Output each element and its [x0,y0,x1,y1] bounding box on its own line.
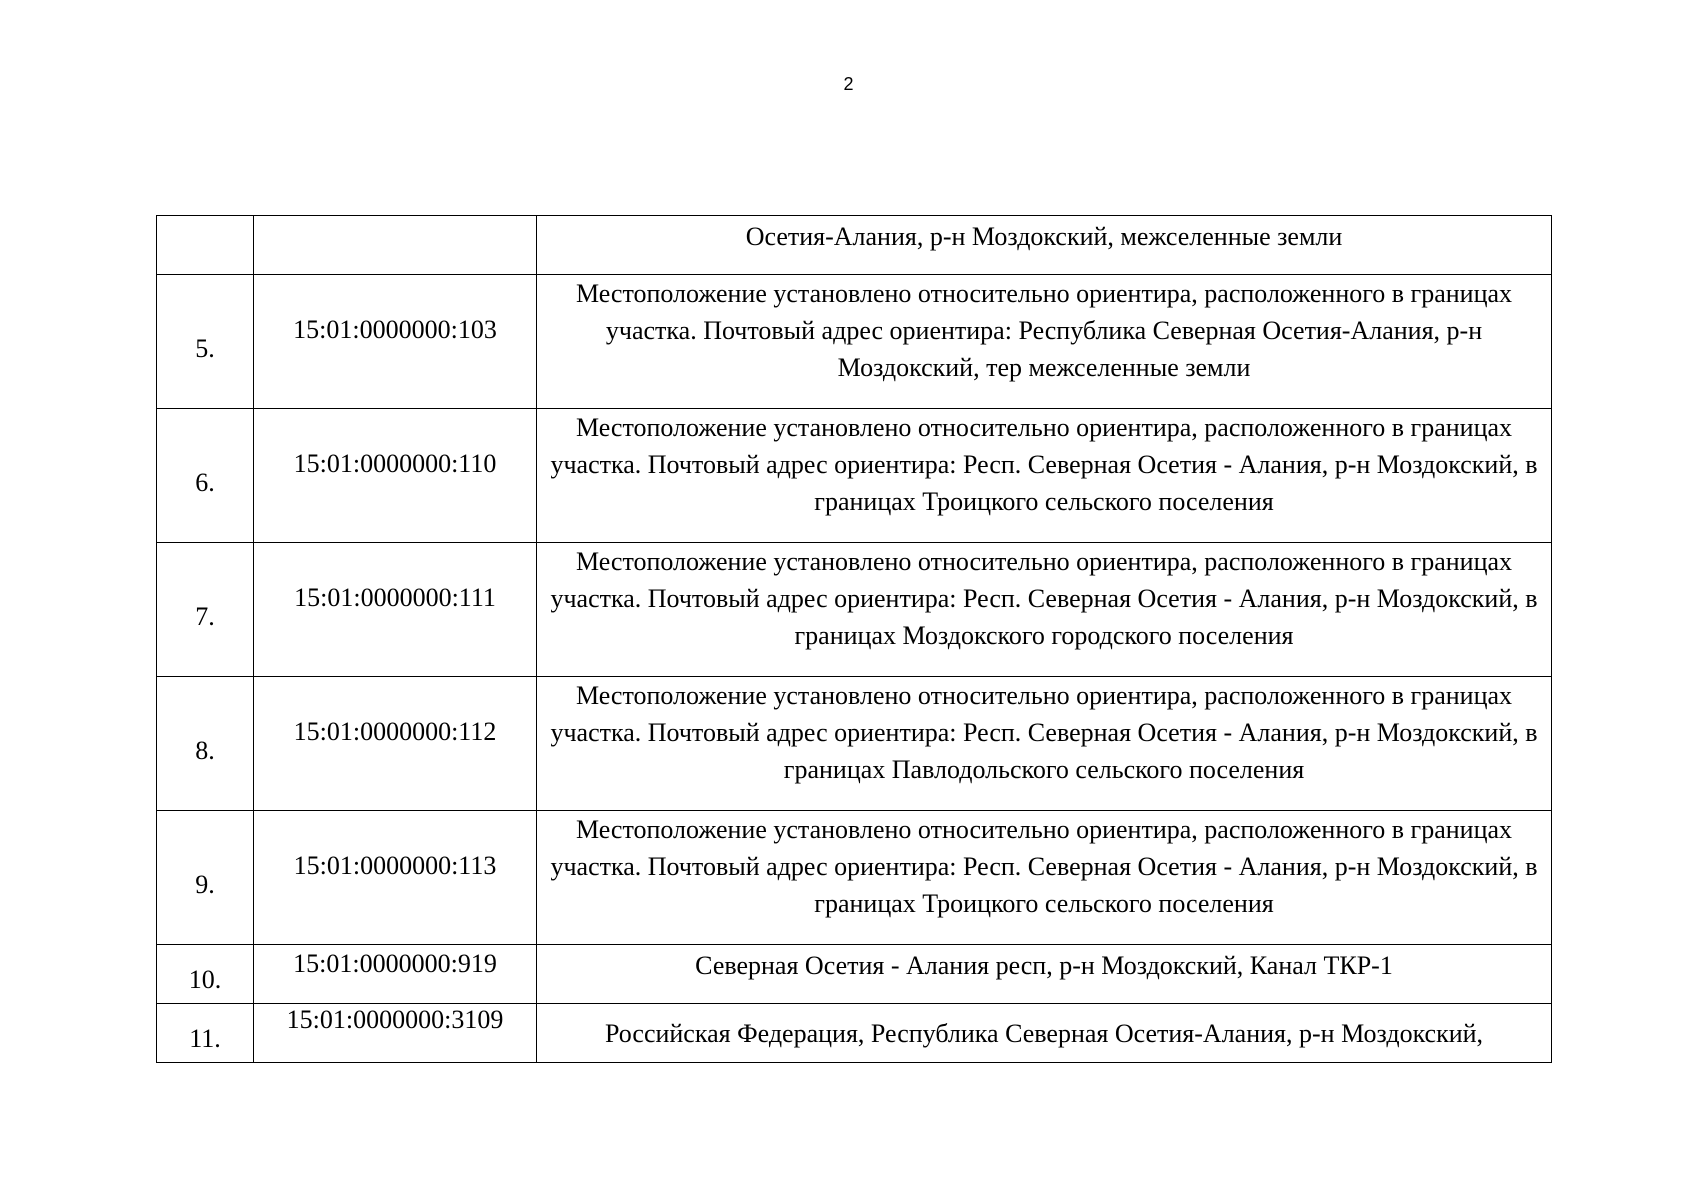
address-cell: Осетия-Алания, р-н Моздокский, межселенные земли [537,216,1552,275]
cadastral-number-cell [254,275,537,409]
row-number: 10. [188,964,222,994]
row-number-cell [157,543,254,677]
table-row [157,677,1552,811]
table-row [157,945,1552,1004]
row-number: 5. [195,334,215,363]
cadastral-number: 15:01:0000000:103 [293,315,497,344]
cadastral-number-cell [254,811,537,945]
row-number-cell [157,216,254,275]
address-cell: Местоположение установлено относительно ориентира, расположенного в границах участка. Почтовый адрес ориентира: Респ. Северная Осетия - Алания, р-н Моздокский, в границах Моздокского городского поселения [537,543,1552,677]
row-number-cell [157,945,254,1004]
table-row [157,811,1552,945]
row-number: 6. [195,468,215,497]
cadastral-number-cell [254,216,537,275]
row-number-cell [157,409,254,543]
table-row [157,275,1552,409]
cadastral-number-cell [254,409,537,543]
cadastral-number-cell [254,1004,537,1063]
cadastral-table-container [156,215,1552,1063]
address-cell: Местоположение установлено относительно ориентира, расположенного в границах участка. Почтовый адрес ориентира: Республика Северная Осетия-Алания, р-н Моздокский, тер межселенные земли [537,275,1552,409]
table-row [157,216,1552,275]
address-cell: Местоположение установлено относительно ориентира, расположенного в границах участка. Почтовый адрес ориентира: Респ. Северная Осетия - Алания, р-н Моздокский, в границах Троицкого сельского поселения [537,409,1552,543]
cadastral-number: 15:01:0000000:111 [294,583,496,612]
page-number: 2 [843,74,854,94]
cadastral-table [156,215,1552,1063]
row-number: 7. [195,602,215,631]
cadastral-number-cell [254,945,537,1004]
table-row [157,409,1552,543]
cadastral-number-cell [254,543,537,677]
row-number-cell [157,811,254,945]
cadastral-number: 15:01:0000000:110 [293,449,497,478]
row-number-cell [157,275,254,409]
address-cell: Северная Осетия - Алания респ, р-н Моздокский, Канал ТКР-1 [537,945,1552,1004]
cadastral-number: 15:01:0000000:3109 [286,1005,504,1034]
row-number-cell [157,1004,254,1063]
cadastral-number-cell [254,677,537,811]
table-row [157,1004,1552,1063]
row-number-cell [157,677,254,811]
row-number: 8. [195,736,215,765]
address-cell: Местоположение установлено относительно ориентира, расположенного в границах участка. Почтовый адрес ориентира: Респ. Северная Осетия - Алания, р-н Моздокский, в границах Троицкого сельского поселения [537,811,1552,945]
cadastral-number: 15:01:0000000:113 [293,851,497,880]
address-cell: Российская Федерация, Республика Северная Осетия-Алания, р-н Моздокский, [537,1004,1552,1063]
table-row [157,543,1552,677]
row-number: 11. [189,1023,221,1053]
row-number: 9. [195,870,215,899]
address-cell: Местоположение установлено относительно ориентира, расположенного в границах участка. Почтовый адрес ориентира: Респ. Северная Осетия - Алания, р-н Моздокский, в границах Павлодольского сельского поселения [537,677,1552,811]
cadastral-number: 15:01:0000000:919 [293,949,497,978]
cadastral-number: 15:01:0000000:112 [293,717,497,746]
